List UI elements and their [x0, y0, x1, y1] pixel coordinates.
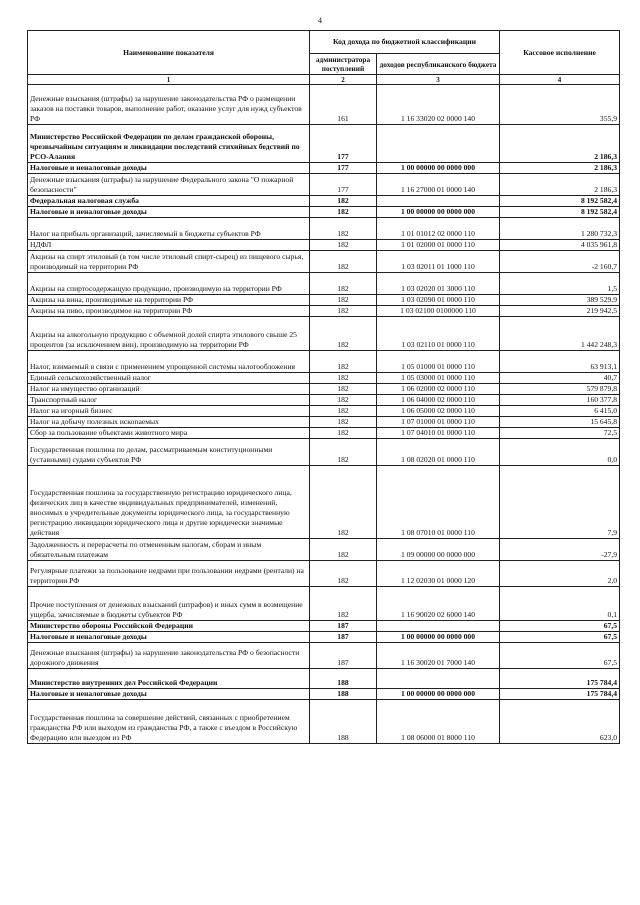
row-revenue-code: 1 03 02100 0100000 110: [377, 306, 500, 317]
table-row: [28, 125, 620, 163]
row-amount: 1 280 732,3: [500, 218, 620, 240]
row-amount: 623,0: [500, 700, 620, 744]
table-row: [28, 251, 620, 273]
row-revenue-code: 1 01 01012 02 0000 110: [377, 218, 500, 240]
row-amount: 0,1: [500, 587, 620, 621]
row-amount: 15 645,8: [500, 417, 620, 428]
row-name: Налог на прибыль организаций, зачисляемый в бюджеты субъектов РФ: [28, 218, 310, 240]
row-name: Федеральная налоговая служба: [28, 196, 310, 207]
table-row: [28, 295, 620, 306]
row-amount: -27,9: [500, 539, 620, 561]
row-admin-code: 182: [310, 439, 377, 466]
row-name: Министерство обороны Российской Федерации: [28, 621, 310, 632]
row-amount: 4 035 961,8: [500, 240, 620, 251]
row-amount: 67,5: [500, 643, 620, 669]
row-amount: 2 186,3: [500, 174, 620, 196]
row-name: Денежные взыскания (штрафы) за нарушение законодательства РФ о размещении заказов на поставки товаров, выполнение работ, оказание услуг для нужд субъектов РФ: [28, 85, 310, 125]
row-amount: 160 377,8: [500, 395, 620, 406]
row-amount: 72,5: [500, 428, 620, 439]
row-amount: 8 192 582,4: [500, 207, 620, 218]
row-admin-code: 182: [310, 561, 377, 587]
header-num-2: 2: [310, 75, 377, 85]
table-row: [28, 306, 620, 317]
revenue-table: [27, 30, 620, 744]
row-admin-code: 182: [310, 406, 377, 417]
row-admin-code: 182: [310, 251, 377, 273]
row-name: Налоговые и неналоговые доходы: [28, 632, 310, 643]
table-row: [28, 428, 620, 439]
row-revenue-code: 1 07 04010 01 0000 110: [377, 428, 500, 439]
row-revenue-code: 1 03 02090 01 0000 110: [377, 295, 500, 306]
row-admin-code: 161: [310, 85, 377, 125]
table-row: [28, 218, 620, 240]
table-row: [28, 700, 620, 744]
table-row: [28, 561, 620, 587]
row-revenue-code: 1 16 90020 02 6000 140: [377, 587, 500, 621]
row-amount: 67,5: [500, 632, 620, 643]
page-number: 4: [318, 16, 322, 25]
header-name: Наименование показателя: [28, 31, 310, 75]
row-name: Налог на имущество организаций: [28, 384, 310, 395]
row-amount: 63 913,1: [500, 351, 620, 373]
row-revenue-code: [377, 621, 500, 632]
table-row: [28, 196, 620, 207]
table-row: [28, 417, 620, 428]
row-amount: 2 186,3: [500, 125, 620, 163]
row-name: Задолженность и перерасчеты по отмененным налогам, сборам и иным обязательным платежам: [28, 539, 310, 561]
row-admin-code: 182: [310, 240, 377, 251]
table-row: [28, 406, 620, 417]
row-admin-code: 182: [310, 466, 377, 539]
row-revenue-code: 1 06 05000 02 0000 110: [377, 406, 500, 417]
row-admin-code: 182: [310, 417, 377, 428]
row-revenue-code: 1 12 02030 01 0000 120: [377, 561, 500, 587]
table-header: [28, 31, 620, 85]
table-row: [28, 621, 620, 632]
row-amount: 175 784,4: [500, 689, 620, 700]
row-admin-code: 182: [310, 428, 377, 439]
row-amount: 7,9: [500, 466, 620, 539]
row-name: Государственная пошлина по делам, рассматриваемым конституционными (уставными) судами субъектов РФ: [28, 439, 310, 466]
table-row: [28, 689, 620, 700]
row-revenue-code: 1 08 07010 01 0000 110: [377, 466, 500, 539]
row-revenue-code: 1 16 30020 01 7000 140: [377, 643, 500, 669]
row-amount: 2,0: [500, 561, 620, 587]
row-name: Транспортный налог: [28, 395, 310, 406]
row-name: Акцизы на спиртосодержащую продукцию, производимую на территории РФ: [28, 273, 310, 295]
row-name: Налоговые и неналоговые доходы: [28, 689, 310, 700]
row-name: Акцизы на спирт этиловый (в том числе этиловый спирт-сырец) из пищевого сырья, производимый на территории РФ: [28, 251, 310, 273]
row-amount: 0,0: [500, 439, 620, 466]
row-revenue-code: 1 16 27000 01 0000 140: [377, 174, 500, 196]
row-revenue-code: [377, 196, 500, 207]
row-revenue-code: 1 03 02020 01 3000 110: [377, 273, 500, 295]
header-num-3: 3: [377, 75, 500, 85]
row-revenue-code: 1 05 01000 01 0000 110: [377, 351, 500, 373]
row-amount: 2 186,3: [500, 163, 620, 174]
row-admin-code: 182: [310, 273, 377, 295]
table-row: [28, 373, 620, 384]
row-revenue-code: 1 05 03000 01 0000 110: [377, 373, 500, 384]
table-body: [28, 85, 620, 744]
row-revenue-code: 1 07 01000 01 0000 110: [377, 417, 500, 428]
row-name: Налог на добычу полезных ископаемых: [28, 417, 310, 428]
table-row: [28, 439, 620, 466]
row-name: Налог, взимаемый в связи с применением упрощенной системы налогообложения: [28, 351, 310, 373]
header-revenue: доходов республиканского бюджета: [377, 54, 500, 75]
row-name: Прочие поступления от денежных взысканий (штрафов) и иных сумм в возмещение ущерба, зачисляемые в бюджеты субъектов РФ: [28, 587, 310, 621]
row-amount: 175 784,4: [500, 669, 620, 689]
row-name: Министерство внутренних дел Российской Федерации: [28, 669, 310, 689]
header-code-group: Код дохода по бюджетной классификации: [310, 31, 500, 54]
row-name: Государственная пошлина за государственную регистрацию юридического лица, физических лиц в качестве индивидуальных предпринимателей, изменений, вносимых в учредительные документы юридического лица, за государственную регистрацию ликвидации юридического лица и другие юридически значимые действия: [28, 466, 310, 539]
row-revenue-code: [377, 125, 500, 163]
row-revenue-code: 1 01 02000 01 0000 110: [377, 240, 500, 251]
row-revenue-code: 1 09 00000 00 0000 000: [377, 539, 500, 561]
row-name: Единый сельскохозяйственный налог: [28, 373, 310, 384]
row-name: Денежные взыскания (штрафы) за нарушение Федерального закона "О пожарной безопасности": [28, 174, 310, 196]
row-admin-code: 182: [310, 587, 377, 621]
row-admin-code: 187: [310, 643, 377, 669]
row-amount: 8 192 582,4: [500, 196, 620, 207]
row-admin-code: 187: [310, 632, 377, 643]
row-revenue-code: [377, 669, 500, 689]
row-admin-code: 177: [310, 174, 377, 196]
row-admin-code: 187: [310, 621, 377, 632]
row-admin-code: 182: [310, 317, 377, 351]
row-amount: -2 160,7: [500, 251, 620, 273]
row-admin-code: 182: [310, 196, 377, 207]
row-name: Министерство Российской Федерации по делам гражданской обороны, чрезвычайным ситуациям и ликвидации последствий стихийных бедствий по РСО-Алания: [28, 125, 310, 163]
row-admin-code: 177: [310, 163, 377, 174]
table-row: [28, 317, 620, 351]
row-name: Налоговые и неналоговые доходы: [28, 163, 310, 174]
row-revenue-code: 1 03 02110 01 0000 110: [377, 317, 500, 351]
row-name: Государственная пошлина за совершение действий, связанных с приобретением гражданства РФ или выходом из гражданства РФ, а также с въездом в Российскую Федерацию или выездом из РФ: [28, 700, 310, 744]
row-amount: 219 942,5: [500, 306, 620, 317]
row-admin-code: 188: [310, 689, 377, 700]
row-name: Акцизы на вина, производимые на территории РФ: [28, 295, 310, 306]
row-amount: 6 415,0: [500, 406, 620, 417]
row-admin-code: 182: [310, 351, 377, 373]
row-amount: 355,9: [500, 85, 620, 125]
row-amount: 67,5: [500, 621, 620, 632]
row-amount: 1 442 248,3: [500, 317, 620, 351]
row-revenue-code: 1 06 04000 02 0000 110: [377, 395, 500, 406]
row-revenue-code: 1 06 02000 02 0000 110: [377, 384, 500, 395]
table-row: [28, 643, 620, 669]
row-revenue-code: 1 00 00000 00 0000 000: [377, 163, 500, 174]
header-admin: администратора поступлений: [310, 54, 377, 75]
row-amount: 389 529,9: [500, 295, 620, 306]
row-revenue-code: 1 00 00000 00 0000 000: [377, 632, 500, 643]
row-admin-code: 182: [310, 218, 377, 240]
row-revenue-code: 1 08 06000 01 8000 110: [377, 700, 500, 744]
table-row: [28, 466, 620, 539]
table-row: [28, 174, 620, 196]
row-admin-code: 182: [310, 373, 377, 384]
row-admin-code: 182: [310, 539, 377, 561]
table-row: [28, 240, 620, 251]
row-name: Денежные взыскания (штрафы) за нарушение законодательства РФ о безопасности дорожного движения: [28, 643, 310, 669]
row-revenue-code: 1 08 02020 01 0000 110: [377, 439, 500, 466]
row-name: Сбор за пользование объектами животного мира: [28, 428, 310, 439]
row-admin-code: 182: [310, 395, 377, 406]
header-num-4: 4: [500, 75, 620, 85]
row-admin-code: 182: [310, 207, 377, 218]
table-row: [28, 539, 620, 561]
row-name: Акцизы на пиво, производимое на территории РФ: [28, 306, 310, 317]
row-admin-code: 177: [310, 125, 377, 163]
row-revenue-code: 1 16 33020 02 0000 140: [377, 85, 500, 125]
table-row: [28, 632, 620, 643]
row-name: Налог на игорный бизнес: [28, 406, 310, 417]
row-admin-code: 182: [310, 384, 377, 395]
table-row: [28, 85, 620, 125]
row-name: Акцизы на алкогольную продукцию с объемной долей спирта этилового свыше 25 процентов (за исключением вин), производимую на территории РФ: [28, 317, 310, 351]
row-admin-code: 182: [310, 306, 377, 317]
row-name: НДФЛ: [28, 240, 310, 251]
table-row: [28, 163, 620, 174]
row-revenue-code: 1 00 00000 00 0000 000: [377, 207, 500, 218]
row-revenue-code: 1 00 00000 00 0000 000: [377, 689, 500, 700]
header-num-1: 1: [28, 75, 310, 85]
row-name: Регулярные платежи за пользование недрами при пользовании недрами (рентали) на территории РФ: [28, 561, 310, 587]
table-row: [28, 273, 620, 295]
row-amount: 40,7: [500, 373, 620, 384]
header-exec: Кассовое исполнение: [500, 31, 620, 75]
row-admin-code: 188: [310, 669, 377, 689]
row-admin-code: 188: [310, 700, 377, 744]
row-revenue-code: 1 03 02011 01 1000 110: [377, 251, 500, 273]
row-amount: 1,5: [500, 273, 620, 295]
row-admin-code: 182: [310, 295, 377, 306]
table-row: [28, 395, 620, 406]
row-name: Налоговые и неналоговые доходы: [28, 207, 310, 218]
table-row: [28, 351, 620, 373]
table-row: [28, 384, 620, 395]
table-row: [28, 669, 620, 689]
row-amount: 579 879,8: [500, 384, 620, 395]
table-row: [28, 587, 620, 621]
table-row: [28, 207, 620, 218]
